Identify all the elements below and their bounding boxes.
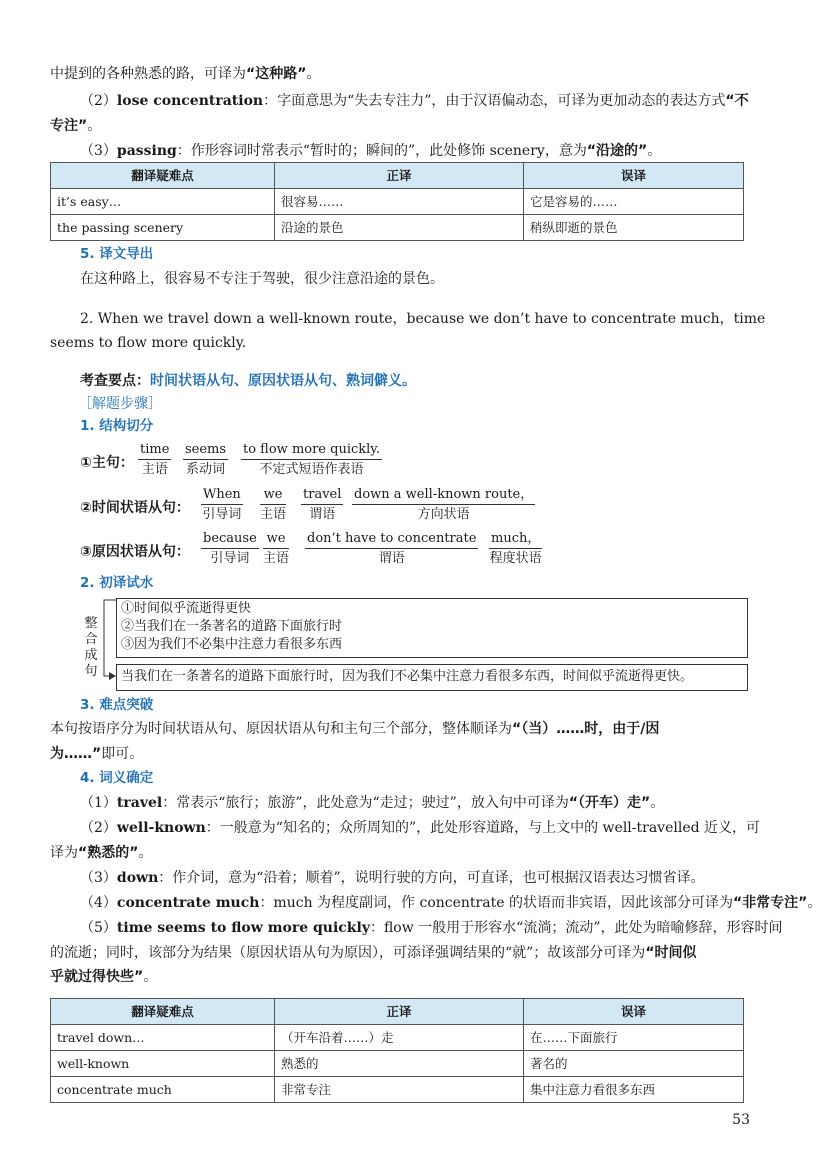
word-item-num: （4） [80, 895, 117, 911]
table-cell: concentrate much [51, 1077, 275, 1103]
word-item-end: 。 [650, 795, 665, 811]
translation-table-1 [50, 162, 744, 241]
trial-heading: 2. 初译试水 [80, 575, 154, 591]
trial-combined-box [116, 664, 748, 691]
annotation-word: much， [489, 530, 542, 549]
point-3-term: passing [116, 143, 177, 159]
annotation-role: 引导词 [202, 507, 242, 522]
difficulty-end: 即可。 [101, 746, 144, 762]
word-item-1 [80, 793, 664, 813]
point-3-text: ：作形容词时常表示“暂时的；瞬间的”，此处修饰 scenery，意为 [176, 143, 587, 159]
word-item-2 [80, 818, 760, 838]
table-cell: 沿途的景色 [275, 215, 524, 241]
word-meaning-heading: 4. 词义确定 [80, 770, 154, 786]
annotation-role: 谓语 [378, 551, 405, 566]
annotation-word: we [263, 530, 289, 549]
integrate-char: 句 [84, 664, 98, 679]
translation-table-2 [50, 998, 744, 1103]
sentence-2-line-2: seems to flow more quickly. [50, 335, 247, 351]
word-item-num: （3） [80, 870, 117, 886]
table-cell: the passing scenery [51, 215, 275, 241]
trial-item: ①时间似乎流逝得更快 [121, 601, 252, 616]
table-row [51, 1025, 744, 1051]
point-3-line [80, 141, 661, 161]
difficulty-line-1 [50, 719, 659, 739]
annotation-we-2 [263, 530, 289, 568]
trial-combined-text: 当我们在一条著名的道路下面旅行时，因为我们不必集中注意力看很多东西，时间似乎流逝得更快。 [121, 669, 694, 684]
intro-text: 中提到的各种熟悉的路，可译为 [50, 66, 246, 82]
word-item-text: ：作介词，意为“沿着；顺着”，说明行驶的方向，可直译，也可根据汉语表达习惯省译。 [158, 870, 705, 886]
annotation-dont-have [305, 530, 478, 568]
annotation-word: don’t have to concentrate [305, 530, 478, 549]
table-header-cell: 误译 [524, 163, 744, 189]
table-header-cell: 翻译疑难点 [51, 999, 275, 1025]
annotation-much [489, 530, 542, 568]
table-cell: 很容易…… [275, 189, 524, 215]
table-row [51, 1051, 744, 1077]
difficulty-key-cont: 为……” [50, 746, 102, 762]
annotation-role: 主语 [263, 551, 290, 566]
table-cell: 它是容易的…… [524, 189, 744, 215]
main-clause-label: ①主句： [80, 455, 134, 471]
structure-heading: 1. 结构切分 [80, 418, 154, 434]
word-item-text: 的流逝；同时，该部分为结果（原因状语从句为原因），可添译强调结果的“就”；故该部分可译为 [50, 945, 646, 961]
difficulty-line-2 [50, 744, 143, 764]
word-item-2-cont [50, 843, 152, 863]
annotation-word: time [138, 441, 171, 460]
annotation-seems [183, 441, 228, 479]
integrate-char: 整 [84, 616, 98, 631]
word-item-term: well-known [116, 820, 206, 836]
table-header-cell: 误译 [524, 999, 744, 1025]
word-item-end: 。 [138, 845, 153, 861]
annotation-role: 不定式短语作表语 [259, 462, 364, 477]
word-item-end: 。 [143, 969, 158, 985]
page-number: 53 [732, 1112, 750, 1128]
annotation-because [201, 530, 259, 568]
word-item-term: time seems to flow more quickly [116, 920, 370, 936]
table-cell: well-known [51, 1051, 275, 1077]
integrate-char: 合 [84, 632, 98, 647]
word-item-text: ：一般意为“知名的；众所周知的”，此处形容道路，与上文中的 well-travelled 近义，可 [205, 820, 761, 836]
table-row [51, 1077, 744, 1103]
point-2-num: （2） [80, 93, 117, 109]
table-header-row [51, 999, 744, 1025]
annotation-word: down a well-known route， [352, 486, 535, 505]
annotation-word: travel [301, 486, 343, 505]
annotation-word: because [201, 530, 259, 549]
sentence-2-line-1: 2. When we travel down a well-known route，because we don’t have to concentrate much，time [80, 311, 766, 327]
section-5-text: 在这种路上，很容易不专注于驾驶，很少注意沿途的景色。 [80, 271, 444, 287]
table-cell: travel down… [51, 1025, 275, 1051]
word-item-text: ：much 为程度副词，作 concentrate 的状语而非宾语，因此该部分可译为 [259, 895, 733, 911]
table-cell: 集中注意力看很多东西 [524, 1077, 744, 1103]
annotation-word: we [260, 486, 286, 505]
table-cell: 熟悉的 [275, 1051, 524, 1077]
annotation-to-flow [241, 441, 382, 479]
word-item-5-cont-2 [50, 967, 157, 987]
table-cell: 著名的 [524, 1051, 744, 1077]
key-points-text: 时间状语从句、原因状语从句、熟词僻义。 [150, 373, 416, 389]
table-header-cell: 翻译疑难点 [51, 163, 275, 189]
table-header-row [51, 163, 744, 189]
key-points-label: 考查要点： [80, 373, 150, 389]
annotation-role: 主语 [260, 507, 287, 522]
annotation-time [138, 441, 171, 479]
annotation-role: 谓语 [309, 507, 336, 522]
annotation-word: When [201, 486, 243, 505]
intro-key: “这种路” [246, 66, 307, 82]
word-item-term: travel [116, 795, 163, 811]
word-item-text: 译为 [50, 845, 78, 861]
word-item-4 [80, 893, 821, 913]
integrate-char: 成 [84, 648, 98, 663]
trial-item: ③因为我们不必集中注意力看很多东西 [121, 637, 343, 652]
annotation-role: 引导词 [210, 551, 250, 566]
annotation-role: 主语 [141, 462, 168, 477]
reason-clause-label: ③原因状语从句： [80, 544, 190, 560]
difficulty-key: “（当）……时，由于/因 [512, 721, 660, 737]
annotation-role: 方向状语 [417, 507, 470, 522]
table-header-cell: 正译 [275, 999, 524, 1025]
word-item-key: “（开车）走” [568, 795, 651, 811]
word-item-key: “非常专注” [732, 895, 808, 911]
annotation-when [201, 486, 243, 524]
point-2-line-1 [80, 91, 749, 111]
word-item-text: ：flow 一般用于形容水“流淌；流动”，此处为暗喻修辞，形容时间 [369, 920, 783, 936]
section-5-heading: 5. 译文导出 [80, 246, 154, 262]
word-item-num: （5） [80, 920, 117, 936]
point-3-key: “沿途的” [586, 143, 648, 159]
annotation-role: 系动词 [186, 462, 226, 477]
table-header-cell: 正译 [275, 163, 524, 189]
point-3-end: 。 [647, 143, 662, 159]
word-item-5 [80, 918, 782, 938]
point-2-line-2 [50, 116, 101, 136]
table-cell: 稍纵即逝的景色 [524, 215, 744, 241]
difficulty-text: 本句按语序分为时间状语从句、原因状语从句和主句三个部分，整体顺译为 [50, 721, 512, 737]
table-cell: it’s easy… [51, 189, 275, 215]
word-item-end: 。 [807, 895, 821, 911]
table-row [51, 189, 744, 215]
annotation-we [260, 486, 286, 524]
word-item-key-cont: 乎就过得快些” [50, 969, 144, 985]
word-item-key: “熟悉的” [78, 845, 139, 861]
key-points [80, 371, 416, 391]
point-2-text: ：字面意思为“失去专注力”，由于汉语偏动态，可译为更加动态的表达方式 [263, 93, 726, 109]
point-2-key-cont: 专注” [50, 118, 88, 134]
intro-line-1 [50, 64, 320, 84]
word-item-num: （2） [80, 820, 117, 836]
table-cell: （开车沿着……）走 [275, 1025, 524, 1051]
trial-item: ②当我们在一条著名的道路下面旅行时 [121, 619, 343, 634]
word-item-term: down [116, 870, 159, 886]
table-row [51, 215, 744, 241]
word-item-text: ：常表示“旅行；旅游”，此处意为“走过；驶过”，放入句中可译为 [162, 795, 569, 811]
point-2-key: “不 [725, 93, 749, 109]
word-item-5-cont [50, 943, 697, 963]
point-3-num: （3） [80, 143, 117, 159]
annotation-role: 程度状语 [489, 551, 542, 566]
point-2-term: lose concentration [116, 93, 264, 109]
trial-items-box [116, 598, 748, 658]
word-item-3 [80, 868, 705, 888]
annotation-route [352, 486, 535, 524]
point-2-end: 。 [87, 118, 102, 134]
table-cell: 在……下面旅行 [524, 1025, 744, 1051]
annotation-word: to flow more quickly. [241, 441, 382, 460]
table-cell: 非常专注 [275, 1077, 524, 1103]
steps-label: ［解题步骤］ [78, 396, 162, 412]
bracket-arrow-icon [96, 598, 118, 684]
time-clause-label: ②时间状语从句： [80, 500, 190, 516]
intro-end: 。 [306, 66, 321, 82]
annotation-travel [301, 486, 343, 524]
word-item-key: “时间似 [645, 945, 697, 961]
annotation-word: seems [183, 441, 228, 460]
word-item-term: concentrate much [116, 895, 260, 911]
word-item-num: （1） [80, 795, 117, 811]
difficulty-heading: 3. 难点突破 [80, 697, 154, 713]
